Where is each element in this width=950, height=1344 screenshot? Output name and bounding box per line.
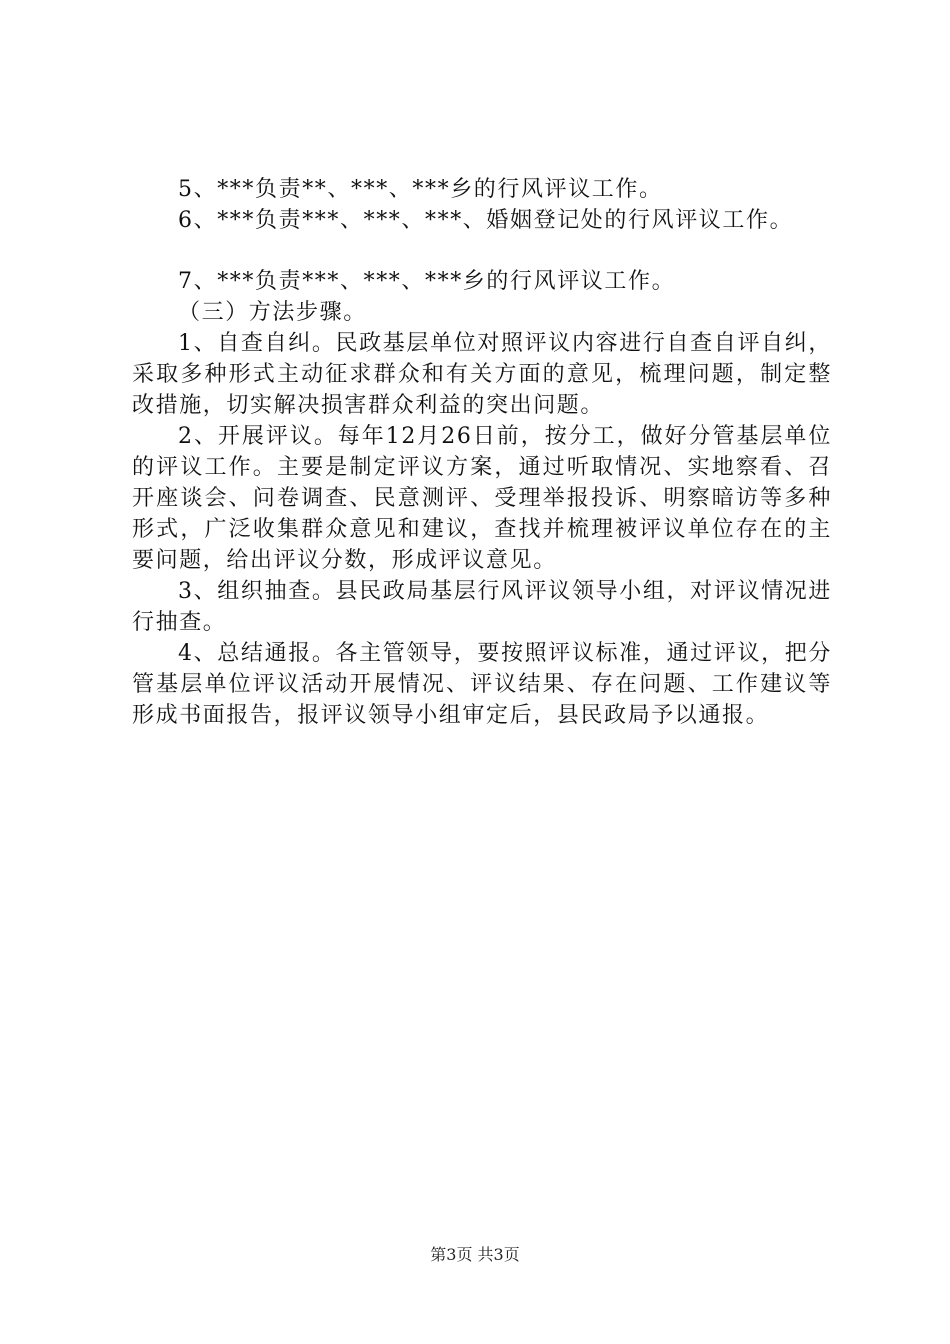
document-body — [132, 174, 832, 731]
page-footer: 第3页 共3页 — [430, 1245, 520, 1264]
section-heading-methods: （三）方法步骤。 — [178, 300, 367, 325]
paragraph-summary-report: 4、总结通报。各主管领导，要按照评议标准，通过评议，把分管基层单位评议活动开展情况、评议结果、存在问题、工作建议等形成书面报告，报评议领导小组审定后，县民政局予以通报。 — [132, 641, 832, 728]
paragraph-item-5: 5、***负责**、***、***乡的行风评议工作。 — [178, 177, 663, 202]
paragraph-review: 2、开展评议。每年12月26日前，按分工，做好分管基层单位的评议工作。主要是制定评议方案，通过听取情况、实地察看、召开座谈会、问卷调查、民意测评、受理举报投诉、明察暗访等多种形式，广泛收集群众意见和建议，查找并梳理被评议单位存在的主要问题，给出评议分数，形成评议意见。 — [132, 424, 832, 573]
paragraph-self-check: 1、自查自纠。民政基层单位对照评议内容进行自查自评自纠，采取多种形式主动征求群众和有关方面的意见，梳理问题，制定整改措施，切实解决损害群众利益的突出问题。 — [132, 331, 832, 418]
paragraph-spot-check: 3、组织抽查。县民政局基层行风评议领导小组，对评议情况进行抽查。 — [132, 579, 832, 635]
paragraph-item-7: 7、***负责***、***、***乡的行风评议工作。 — [178, 269, 676, 294]
paragraph-item-6: 6、***负责***、***、***、婚姻登记处的行风评议工作。 — [178, 208, 794, 233]
